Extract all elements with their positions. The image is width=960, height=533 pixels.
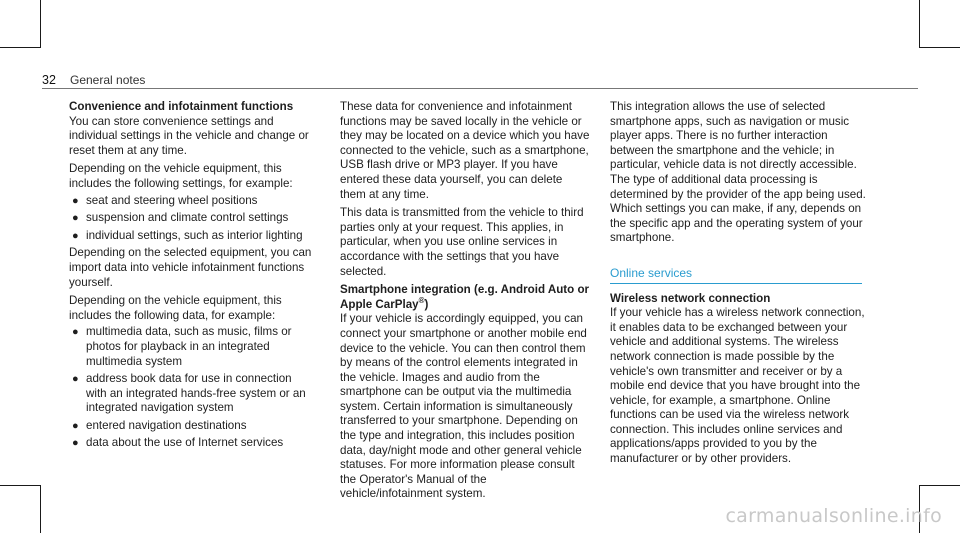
heading-convenience-infotainment: Convenience and infotainment functions (69, 100, 294, 113)
heading-smartphone-integration: Smartphone integration (e.g. Android Auto or Apple CarPlay®) (340, 283, 590, 311)
bullet-icon: ● (72, 437, 79, 450)
data-list (69, 325, 314, 451)
paragraph: Depending on the vehicle equipment, this includes the following data, for example: (69, 294, 282, 322)
paragraph: Depending on the selected equipment, you can import data into vehicle infotainment functions yourself. (69, 246, 312, 289)
paragraph: This integration allows the use of selected smartphone apps, such as navigation or music player apps. There is no further interaction between the smartphone and the vehicle; in particular, vehicle data is not directly accessible. The type of additional data processing is determined by the provider of the app being used. Which settings you can make, if any, depends on the specific app and the operating system of your smartphone. (610, 100, 866, 245)
bullet-icon: ● (72, 194, 79, 207)
list-item: ● seat and steering wheel positions (72, 193, 258, 207)
paragraph: Depending on the vehicle equipment, this includes the following settings, for example: (69, 162, 293, 190)
section-heading-online-services: Online services (610, 266, 862, 284)
bullet-icon: ● (72, 373, 79, 386)
crop-mark (919, 0, 920, 48)
page-section-title: General notes (70, 73, 146, 87)
list-item: ● data about the use of Internet services (72, 436, 284, 450)
page-number: 32 (42, 73, 56, 87)
bullet-icon: ● (72, 212, 79, 225)
list-item: ● suspension and climate control settings (72, 211, 289, 225)
paragraph: These data for convenience and infotainment functions may be saved locally in the vehicle or they may be located on a device which you have connected to the vehicle, such as a smartphone, USB flash drive or MP3 player. If you have entered these data yourself, you can delete them at any time. (340, 100, 590, 201)
header-rule (42, 88, 918, 89)
column-1 (69, 100, 314, 454)
crop-mark (0, 47, 41, 48)
crop-mark (40, 0, 41, 48)
crop-mark (919, 485, 960, 486)
settings-list (69, 194, 314, 244)
crop-mark (0, 485, 41, 486)
paragraph: If your vehicle has a wireless network connection, it enables data to be exchanged between your vehicle and additional systems. The wireless network connection is made possible by the vehicle's own transmitter and receiver or by a mobile end device that you have brought into the vehicle, for example, a smartphone. Online functions can be used via the wireless network connection. This includes online services and applications/apps provided to you by the manufacturer or by other providers. (610, 306, 865, 466)
heading-wireless-network: Wireless network connection (610, 291, 771, 305)
list-item: ● multimedia data, such as music, films or photos for playback in an integrated multimedia system (72, 325, 292, 368)
registered-mark: ® (418, 295, 425, 305)
list-item: ● individual settings, such as interior lighting (72, 228, 303, 242)
watermark: carmanualsonline.info (725, 505, 942, 527)
paragraph: If your vehicle is accordingly equipped, you can connect your smartphone or another mobile end device to the vehicle. You can then control them by means of the control elements integrated in the vehicle. Images and audio from the smartphone can be output via the multimedia system. Certain information is simultaneously transferred to your smartphone. Depending on the type and integration, this includes position data, day/night mode and other general vehicle statuses. For more information please consult the Operator's Manual of the vehicle/infotainment system. (340, 312, 587, 501)
bullet-icon: ● (72, 326, 79, 339)
paragraph: This data is transmitted from the vehicle to third parties only at your request. This applies, in particular, when you use online services in accordance with the settings that you have selected. (340, 206, 584, 278)
column-3 (610, 100, 870, 467)
crop-mark (40, 485, 41, 533)
bullet-icon: ● (72, 229, 79, 242)
bullet-icon: ● (72, 419, 79, 432)
crop-mark (919, 47, 960, 48)
list-item: ● entered navigation destinations (72, 418, 247, 432)
paragraph: You can store convenience settings and individual settings in the vehicle and change or reset them at any time. (69, 114, 309, 157)
list-item: ● address book data for use in connection with an integrated hands-free system or an integrated navigation system (72, 372, 306, 415)
column-2 (340, 100, 590, 502)
page-header (42, 69, 918, 89)
